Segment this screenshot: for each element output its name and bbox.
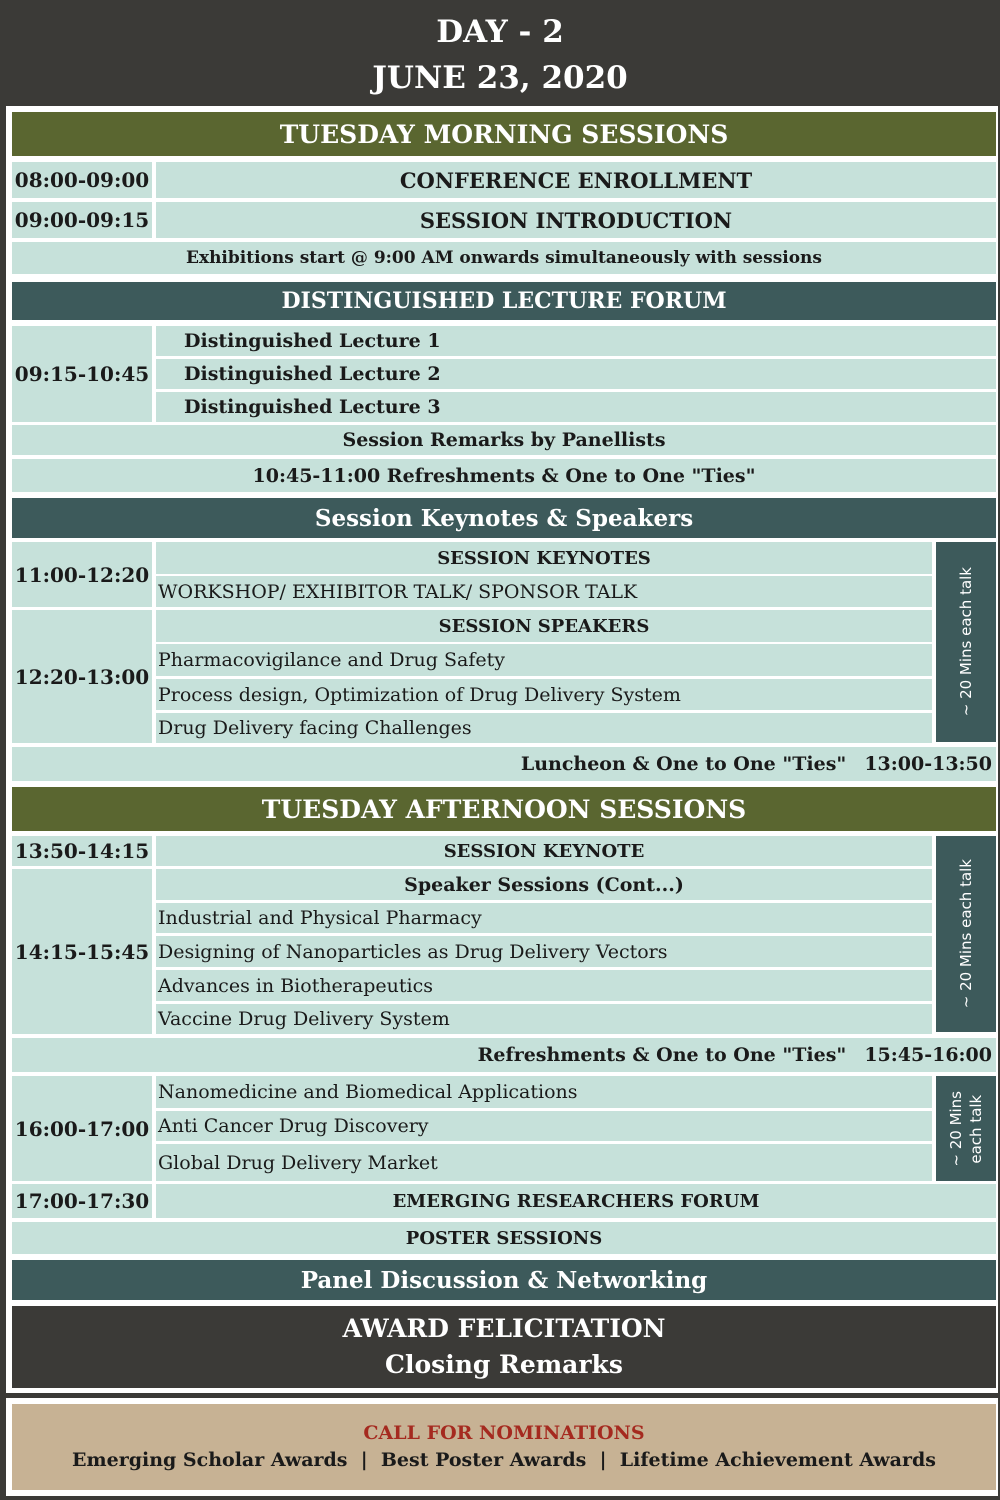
afternoon-title: TUESDAY AFTERNOON SESSIONS: [12, 787, 996, 831]
nominations-title: CALL FOR NOMINATIONS: [363, 1422, 645, 1444]
nominations-box: [12, 1404, 996, 1490]
speaker-sessions-heading: Speaker Sessions (Cont...): [156, 869, 932, 900]
speaker-topic-2: Process design, Optimization of Drug Delivery System: [156, 679, 932, 710]
afternoon-topic-2: Designing of Nanoparticles as Drug Delivery Vectors: [156, 936, 932, 967]
panellist-remarks: Session Remarks by Panellists: [12, 425, 996, 455]
talk-duration-line-1: ~ 20 Mins: [947, 1090, 965, 1167]
poster-sessions: POSTER SESSIONS: [12, 1222, 996, 1254]
late-topic-1: Nanomedicine and Biomedical Applications: [156, 1076, 932, 1108]
nominations-awards: Emerging Scholar Awards | Best Poster Awards | Lifetime Achievement Awards: [72, 1449, 936, 1471]
speaker-sessions-time: 14:15-15:45: [12, 869, 152, 1034]
award-felicitation: AWARD FELICITATION: [342, 1314, 666, 1343]
lecture-2: Distinguished Lecture 2: [156, 359, 996, 389]
forum-title: DISTINGUISHED LECTURE FORUM: [12, 282, 996, 320]
time-0800: 08:00-09:00: [12, 162, 152, 198]
talk-duration-text-3: [946, 1091, 986, 1167]
keynotes-title: Session Keynotes & Speakers: [12, 498, 996, 538]
introduction-label: SESSION INTRODUCTION: [156, 202, 996, 238]
luncheon-time: 13:00-13:50: [864, 753, 992, 775]
closing-remarks: Closing Remarks: [385, 1350, 623, 1379]
morning-title: TUESDAY MORNING SESSIONS: [12, 112, 996, 156]
exhibitions-note: Exhibitions start @ 9:00 AM onwards simultaneously with sessions: [12, 242, 996, 274]
talk-duration-text-1: ~ 20 Mins each talk: [957, 567, 975, 717]
speakers-time: 12:20-13:00: [12, 610, 152, 743]
afternoon-topic-4: Vaccine Drug Delivery System: [156, 1004, 932, 1034]
luncheon-row: [12, 747, 996, 781]
keynotes-time: 11:00-12:20: [12, 542, 152, 607]
afternoon-keynote-label: SESSION KEYNOTE: [156, 836, 932, 866]
workshop-item: WORKSHOP/ EXHIBITOR TALK/ SPONSOR TALK: [156, 576, 932, 607]
afternoon-keynote-time: 13:50-14:15: [12, 836, 152, 866]
forum-time: 09:15-10:45: [12, 326, 152, 422]
luncheon-label: Luncheon & One to One "Ties": [520, 753, 847, 775]
lecture-1: Distinguished Lecture 1: [156, 326, 996, 356]
refreshment-break-2: [12, 1038, 996, 1072]
speaker-topic-3: Drug Delivery facing Challenges: [156, 713, 932, 743]
enrollment-label: CONFERENCE ENROLLMENT: [156, 162, 996, 198]
time-0900: 09:00-09:15: [12, 202, 152, 238]
day-heading: DAY - 2: [436, 14, 564, 50]
refreshment-time: 15:45-16:00: [864, 1044, 992, 1066]
emerging-label: EMERGING RESEARCHERS FORUM: [156, 1184, 996, 1218]
late-topic-3: Global Drug Delivery Market: [156, 1144, 932, 1181]
refreshment-break-1: 10:45-11:00 Refreshments & One to One "Ties": [12, 459, 996, 492]
emerging-time: 17:00-17:30: [12, 1184, 152, 1218]
speakers-heading: SESSION SPEAKERS: [156, 610, 932, 642]
late-session-time: 16:00-17:00: [12, 1076, 152, 1181]
keynotes-heading: SESSION KEYNOTES: [156, 542, 932, 574]
speaker-topic-1: Pharmacovigilance and Drug Safety: [156, 644, 932, 676]
date-heading: JUNE 23, 2020: [372, 60, 628, 96]
late-topic-2: Anti Cancer Drug Discovery: [156, 1111, 932, 1141]
afternoon-topic-1: Industrial and Physical Pharmacy: [156, 903, 932, 933]
talk-duration-text-2: ~ 20 Mins each talk: [957, 859, 975, 1009]
talk-duration-note-2: [936, 836, 996, 1032]
panel-discussion: Panel Discussion & Networking: [12, 1260, 996, 1300]
talk-duration-note-1: [936, 542, 996, 742]
afternoon-topic-3: Advances in Biotherapeutics: [156, 970, 932, 1001]
lecture-3: Distinguished Lecture 3: [156, 392, 996, 422]
award-block: [12, 1306, 996, 1388]
refreshment-label: Refreshments & One to One "Ties": [477, 1044, 847, 1066]
talk-duration-line-2: each talk: [967, 1094, 985, 1163]
talk-duration-note-3: [936, 1076, 996, 1181]
